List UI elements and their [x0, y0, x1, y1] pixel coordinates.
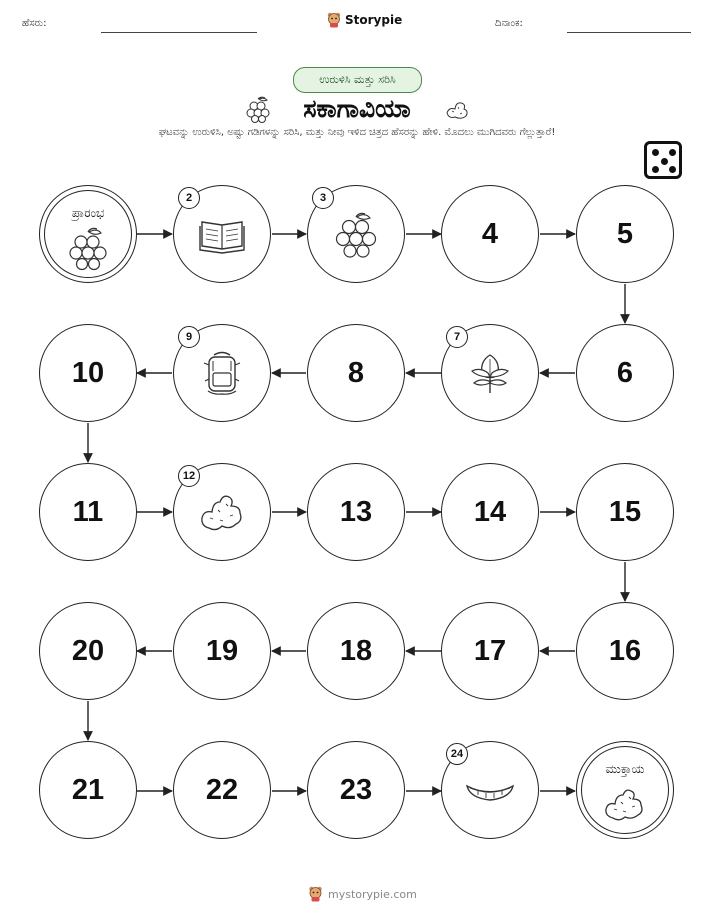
board-space-7 — [441, 324, 539, 422]
space-number: 20 — [71, 634, 105, 667]
space-number: 17 — [473, 634, 507, 667]
space-number: 18 — [339, 634, 373, 667]
board-space-3 — [307, 185, 405, 283]
board-space-12 — [173, 463, 271, 561]
footer — [308, 886, 417, 902]
board-space-8 — [307, 324, 405, 422]
page-title: ಸಕಾಗಾವಿಯಾ — [303, 94, 411, 123]
berries-icon — [64, 224, 112, 272]
board-space-10 — [39, 324, 137, 422]
name-label: ಹೆಸರು: — [22, 18, 47, 29]
space-number: 15 — [608, 495, 642, 528]
activity-badge: ಉರುಳಿಸಿ ಮತ್ತು ಸರಿಸಿ — [293, 67, 422, 93]
space-number: 7 — [446, 326, 468, 348]
start-space — [39, 185, 137, 283]
space-number: 4 — [481, 217, 499, 250]
board-space-17 — [441, 602, 539, 700]
board-space-20 — [39, 602, 137, 700]
board-space-24 — [441, 741, 539, 839]
space-number: 13 — [339, 495, 373, 528]
board-space-4 — [441, 185, 539, 283]
space-number: 2 — [178, 187, 200, 209]
board-space-6 — [576, 324, 674, 422]
space-number: 24 — [446, 743, 468, 765]
board-space-19 — [173, 602, 271, 700]
space-number: 3 — [312, 187, 334, 209]
space-number: 14 — [473, 495, 507, 528]
finish-space — [576, 741, 674, 839]
backpack-icon — [196, 347, 248, 399]
board-space-18 — [307, 602, 405, 700]
space-number: 6 — [616, 356, 634, 389]
board-space-14 — [441, 463, 539, 561]
space-number: 9 — [178, 326, 200, 348]
date-label: ದಿನಾಂಕ: — [495, 18, 523, 29]
board-space-15 — [576, 463, 674, 561]
leaf-icon — [464, 347, 516, 399]
board-space-13 — [307, 463, 405, 561]
storypie-logo-icon — [308, 886, 323, 902]
footer-site[interactable]: mystorypie.com — [328, 887, 417, 901]
ginger-icon — [196, 486, 248, 538]
instructions: ಘಟವನ್ನು ಉರುಳಿಸಿ, ಅಷ್ಟು ಗಡಿಗಳನ್ನು ಸರಿಸಿ, ಮತ್ತು ನೀವು ಇಳಿದ ಚಿತ್ರದ ಹೆಸರನ್ನು ಹೇಳಿ. ಮೊದಲು ಮುಗಿದವರು ಗೆಲ್ಲುತ್ತಾರೆ! — [158, 127, 556, 138]
canoe-icon — [464, 764, 516, 816]
board-space-5 — [576, 185, 674, 283]
space-number: 11 — [72, 495, 104, 528]
board-space-2 — [173, 185, 271, 283]
start-label: ಪ್ರಾರಂಭ — [71, 206, 105, 220]
ginger-icon — [601, 780, 649, 828]
book-icon — [196, 208, 248, 260]
space-number: 21 — [71, 773, 105, 806]
board-space-11 — [39, 463, 137, 561]
brand-name: Storypie — [345, 13, 403, 27]
space-number: 22 — [205, 773, 239, 806]
space-number: 16 — [608, 634, 642, 667]
board-space-16 — [576, 602, 674, 700]
berries-icon — [330, 208, 382, 260]
board-space-22 — [173, 741, 271, 839]
space-number: 23 — [339, 773, 373, 806]
space-number: 5 — [616, 217, 634, 250]
board-space-23 — [307, 741, 405, 839]
finish-label: ಮುಕ್ತಾಯ — [605, 762, 645, 776]
board-space-9 — [173, 324, 271, 422]
space-number: 10 — [71, 356, 105, 389]
space-number: 12 — [178, 465, 200, 487]
space-number: 19 — [205, 634, 239, 667]
space-number: 8 — [347, 356, 365, 389]
board-space-21 — [39, 741, 137, 839]
